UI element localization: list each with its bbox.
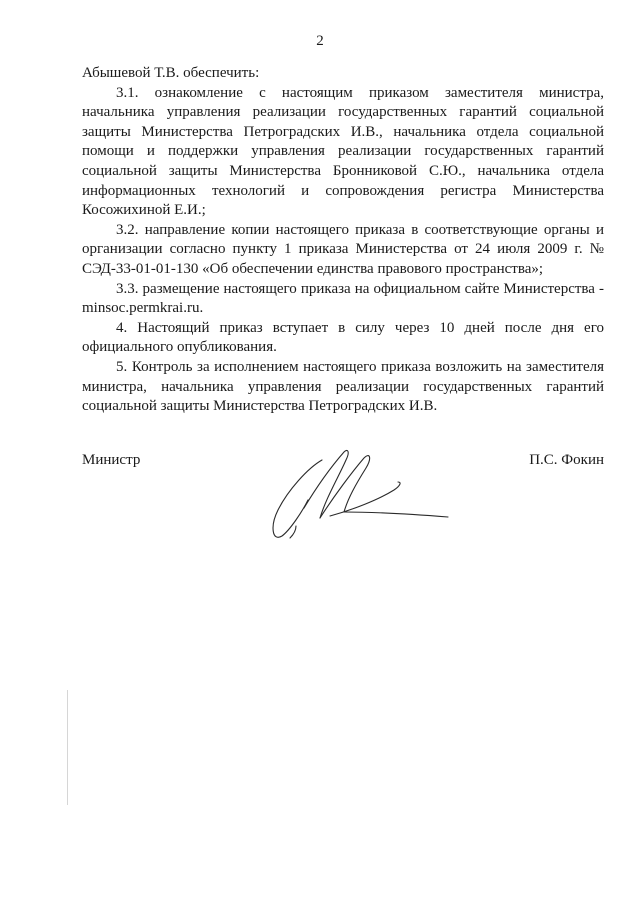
scan-artifact-line [67, 690, 68, 805]
signatory-title: Министр [82, 452, 141, 468]
signatory-name: П.С. Фокин [529, 452, 604, 468]
handwritten-signature [260, 438, 460, 548]
paragraph-3-1: 3.1. ознакомление с настоящим приказом заместителя министра, начальника управления реализации государственных гарантий социальной защиты Министерства Петроградских И.В., начальника отдела социальной помощи и поддержки управления реализации государственных гарантий социальной защиты Министерства Бронниковой С.Ю., начальника отдела информационных технологий и сопровождения регистра Министерства Косожихиной Е.И.; [82, 84, 604, 219]
paragraph-3-2: 3.2. направление копии настоящего приказа в соответствующие органы и организации согласно пункту 1 приказа Министерства от 24 июля 2009 г. № СЭД-33-01-01-130 «Об обеспечении единства правового пространства»; [82, 221, 604, 277]
document-body [82, 64, 604, 417]
paragraph-3-3: 3.3. размещение настоящего приказа на официальном сайте Министерства - minsoc.permkrai.ru. [82, 280, 604, 317]
paragraph-4: 4. Настоящий приказ вступает в силу через 10 дней после дня его официального опубликования. [82, 319, 604, 356]
page-number: 2 [316, 33, 324, 49]
paragraph-5: 5. Контроль за исполнением настоящего приказа возложить на заместителя министра, начальника управления реализации государственных гарантий социальной защиты Министерства Петроградских И.В. [82, 358, 604, 415]
paragraph-intro: Абышевой Т.В. обеспечить: [82, 65, 260, 81]
